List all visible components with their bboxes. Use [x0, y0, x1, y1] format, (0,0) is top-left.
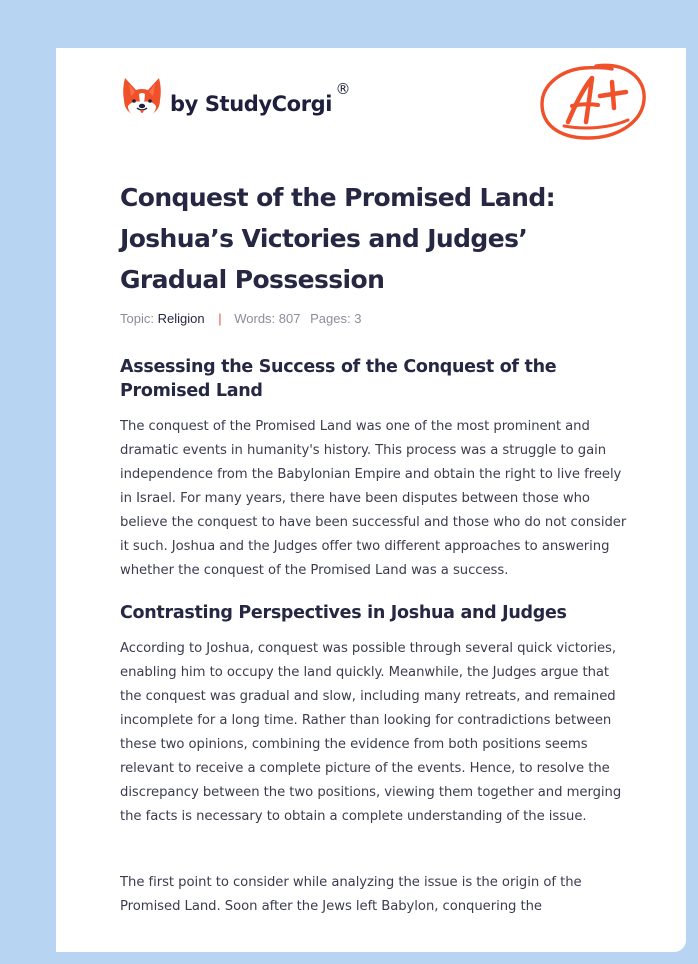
document-meta [120, 311, 361, 326]
brand-text: by StudyCorgi [170, 92, 333, 116]
meta-separator: | [218, 311, 222, 326]
paragraph: The conquest of the Promised Land was one of the most prominent and dramatic events in humanity's history. This process was a struggle to gain independence from the Babylonian Empire and obtain the right to live freely in Israel. For many years, there have been disputes between those who believe the conquest to have been successful and those who do not consider it such. Joshua and the Judges offer two different approaches to answering whether the conquest of the Promised Land was a success. [120, 419, 627, 578]
registered-mark: ® [335, 80, 351, 98]
paragraph: The first point to consider while analyzing the issue is the origin of the Promised Land. Soon after the Jews left Babylon, conquering the [120, 875, 582, 914]
pages-label: Pages: [310, 311, 351, 326]
document-title: Conquest of the Promised Land: Joshua’s Victories and Judges’ Gradual Possession [120, 183, 556, 294]
words-label: Words: [234, 311, 276, 326]
studycorgi-logo[interactable] [122, 76, 351, 120]
paragraph: According to Joshua, conquest was possible through several quick victories, enabling him to occupy the land quickly. Meanwhile, the Judges argue that the conquest was gradual and slow, including many retreats, and remained incomplete for a long time. Rather than looking for contradictions between these two opinions, combining the evidence from both positions seems relevant to receive a complete picture of the events. Hence, to resolve the discrepancy between the two positions, viewing them together and merging the facts is necessary to obtain a complete understanding of the issue. [120, 641, 622, 824]
section-heading: Assessing the Success of the Conquest of the Promised Land [120, 357, 557, 401]
topic-label: Topic: [120, 311, 154, 326]
document-card [56, 48, 686, 952]
words-count: 807 [278, 311, 301, 326]
brand-name [170, 80, 351, 116]
a-plus-grade-icon [538, 60, 650, 149]
section-heading: Contrasting Perspectives in Joshua and Judges [120, 603, 567, 623]
topic-link[interactable]: Religion [157, 311, 205, 326]
pages-count: 3 [354, 311, 362, 326]
corgi-icon [122, 76, 162, 120]
